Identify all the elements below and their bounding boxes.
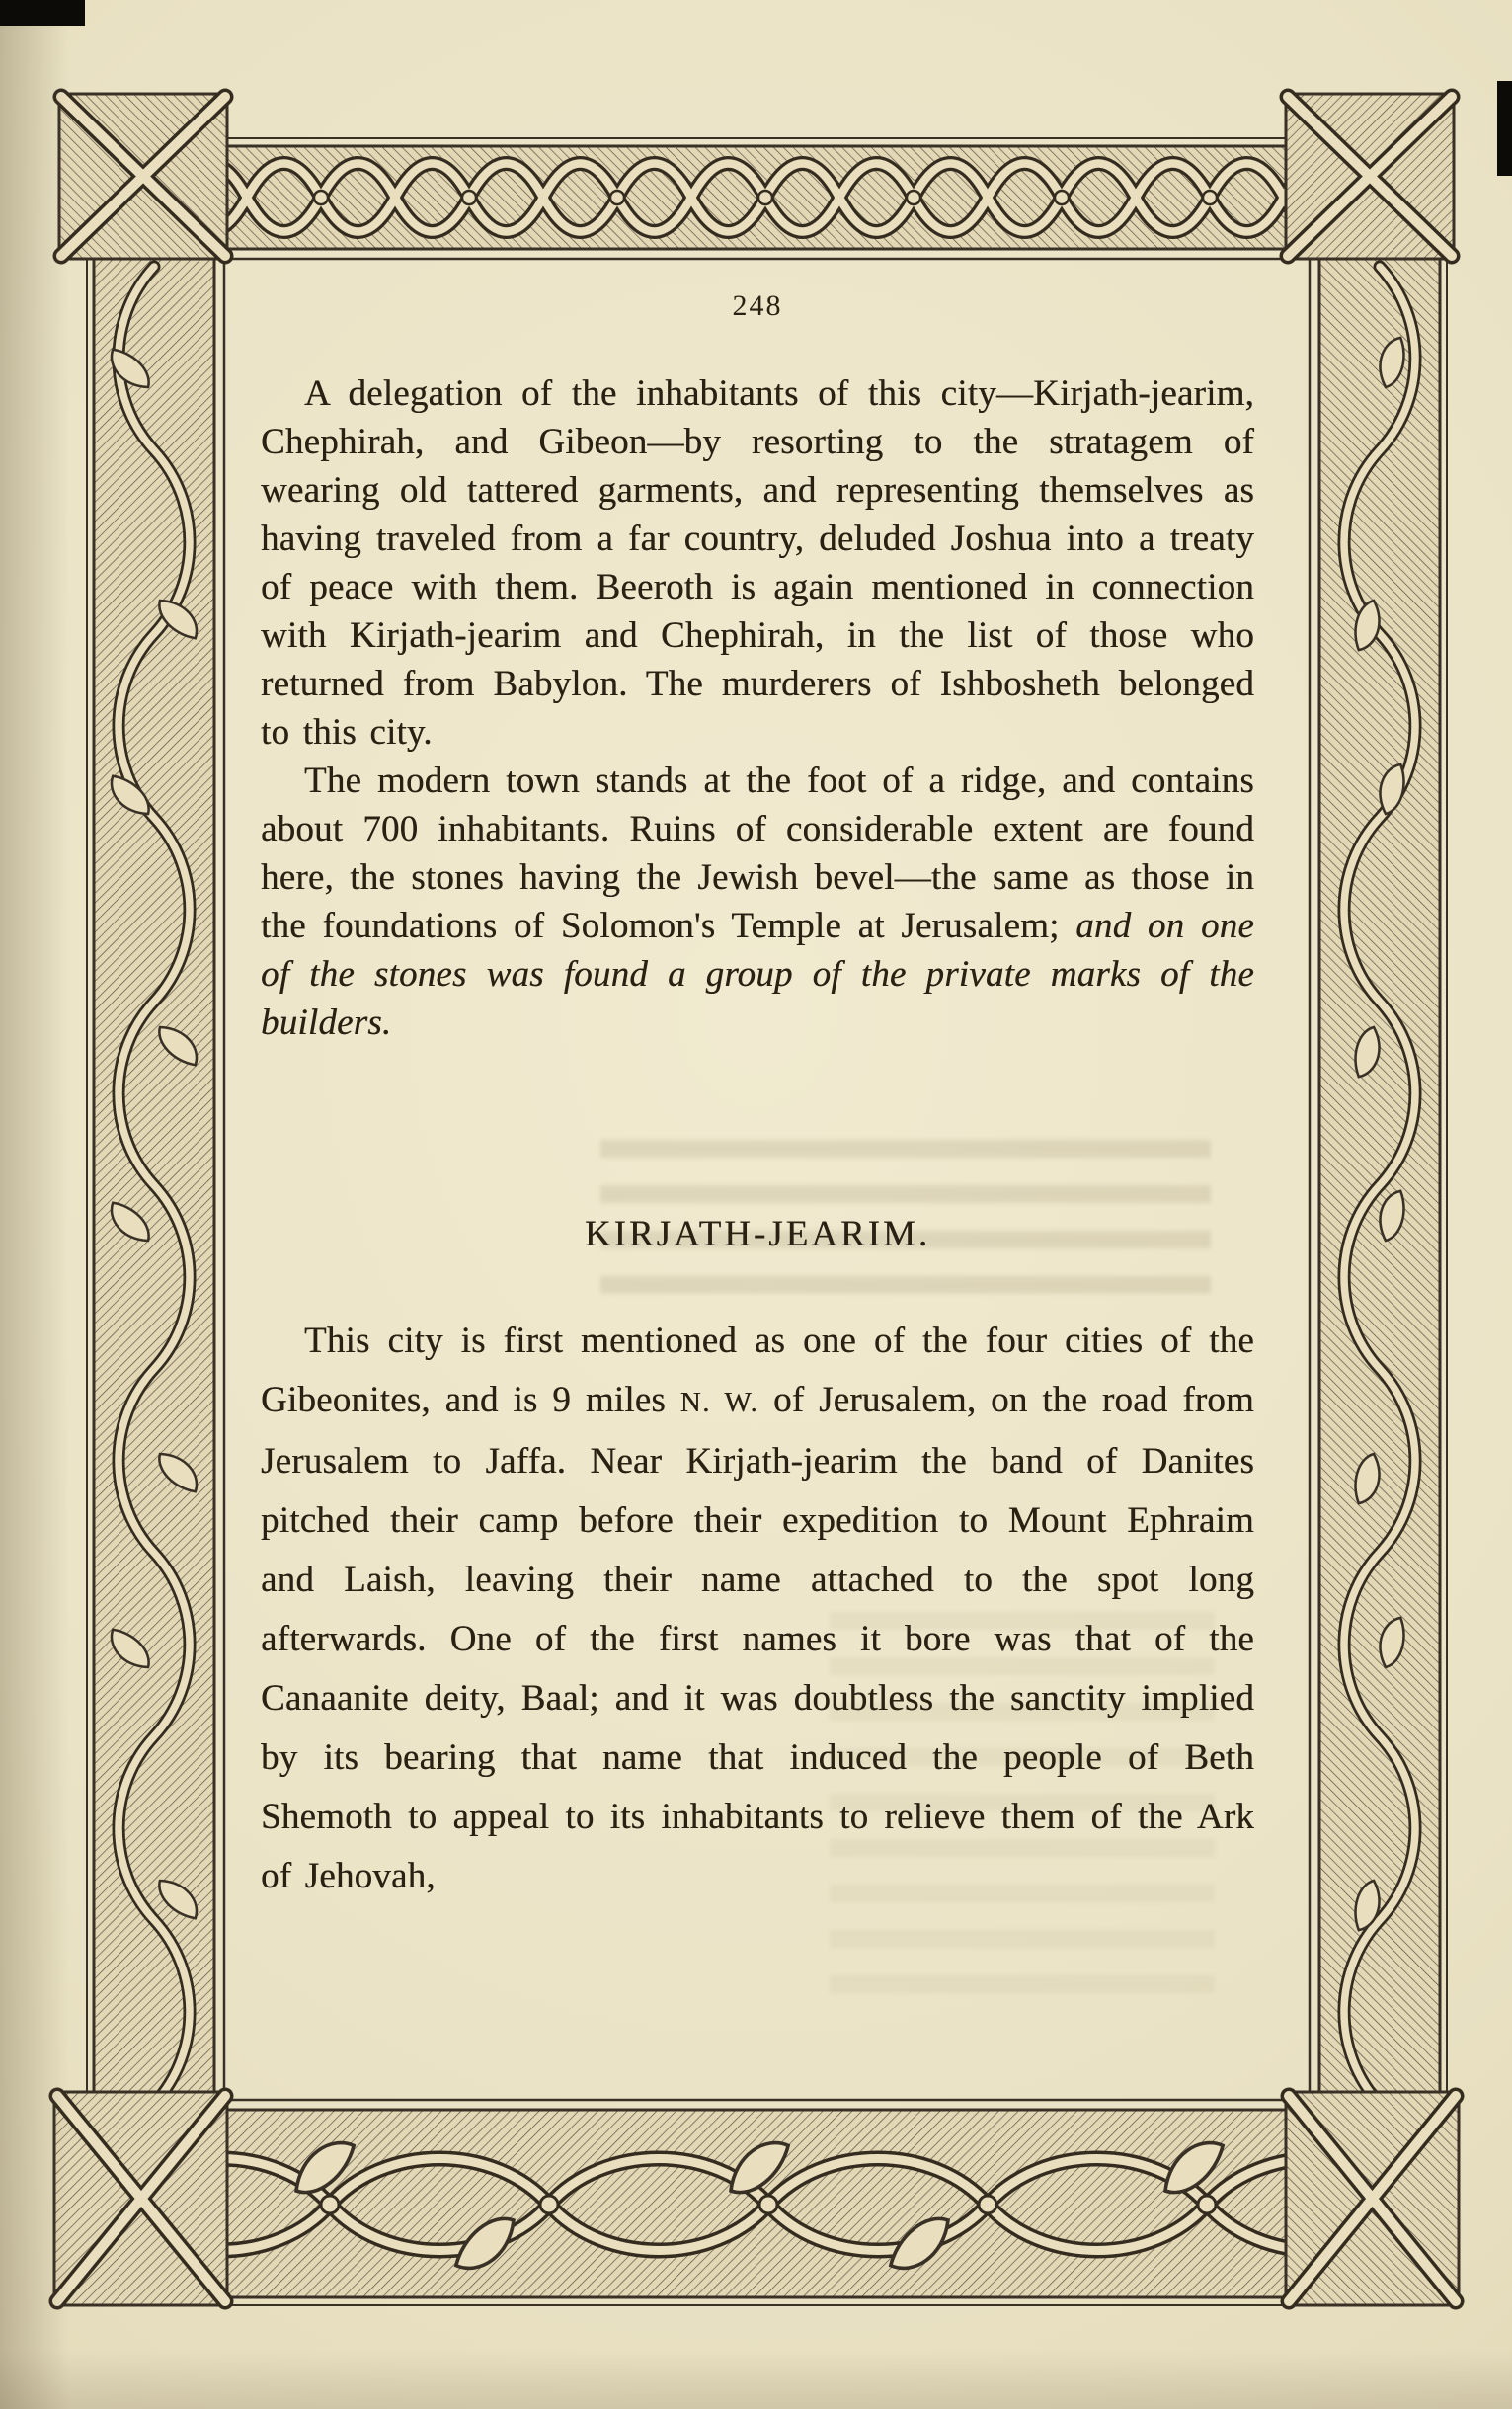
- paragraph-kirjath-intro: [261, 1312, 1254, 1906]
- scan-artifact-right-edge: [1497, 81, 1512, 176]
- paragraph-beeroth-delegation: A delegation of the inhabitants of this city—Kirjath-jearim, Chephirah, and Gibeon—by resorting to the stratagem of wearing old tattered garments, and representing themselves as having traveled from a far country, deluded Joshua into a treaty of peace with them. Beeroth is again mentioned in connection with Kirjath-jearim and Chephirah, in the list of those who returned from Babylon. The murderers of Ishbosheth belonged to this city.: [261, 373, 1254, 753]
- border-corner-bottom-left: [54, 2092, 227, 2305]
- italic-archaeology-note: and on one of the stones was found a group of the private marks of the builders.: [261, 906, 1254, 1043]
- paragraph-text-before-compass: This city is first mentioned as one of the four cities of the Gibeonites, and is 9 miles: [261, 1321, 1254, 1420]
- border-corner-top-right: [1286, 94, 1454, 259]
- border-corner-bottom-right: [1286, 2092, 1459, 2305]
- section-heading-kirjath-jearim: KIRJATH-JEARIM.: [584, 1214, 931, 1254]
- paragraph-beeroth-modern-town: [261, 757, 1254, 1047]
- paragraph-text-after-compass: of Jerusalem, on the road from Jerusalem to Jaffa. Near Kirjath-jearim the band of Danites pitched their camp before their expedition to Mount Ephraim and Laish, leaving their name attached to the spot long afterwards. One of the first names it bore was that of the Canaanite deity, Baal; and it was doubtless the sanctity implied by its bearing that name that induced the people of Beth Shemoth to appeal to its inhabitants to relieve them of the Ark of Jehovah,: [261, 1380, 1254, 1896]
- page-number: 248: [732, 289, 783, 322]
- compass-direction-small-caps: N. W.: [679, 1387, 759, 1418]
- scan-artifact-top-left: [0, 0, 85, 26]
- paragraph-text-roman: The modern town stands at the foot of a ridge, and contains about 700 inhabitants. Ruins of considerable extent are found here, the stones having the Jewish bevel—the same as those in the foundations of Solomon's Temple at Jerusalem;: [261, 761, 1254, 946]
- border-corner-top-left: [59, 94, 227, 259]
- text-block: [261, 288, 1254, 1906]
